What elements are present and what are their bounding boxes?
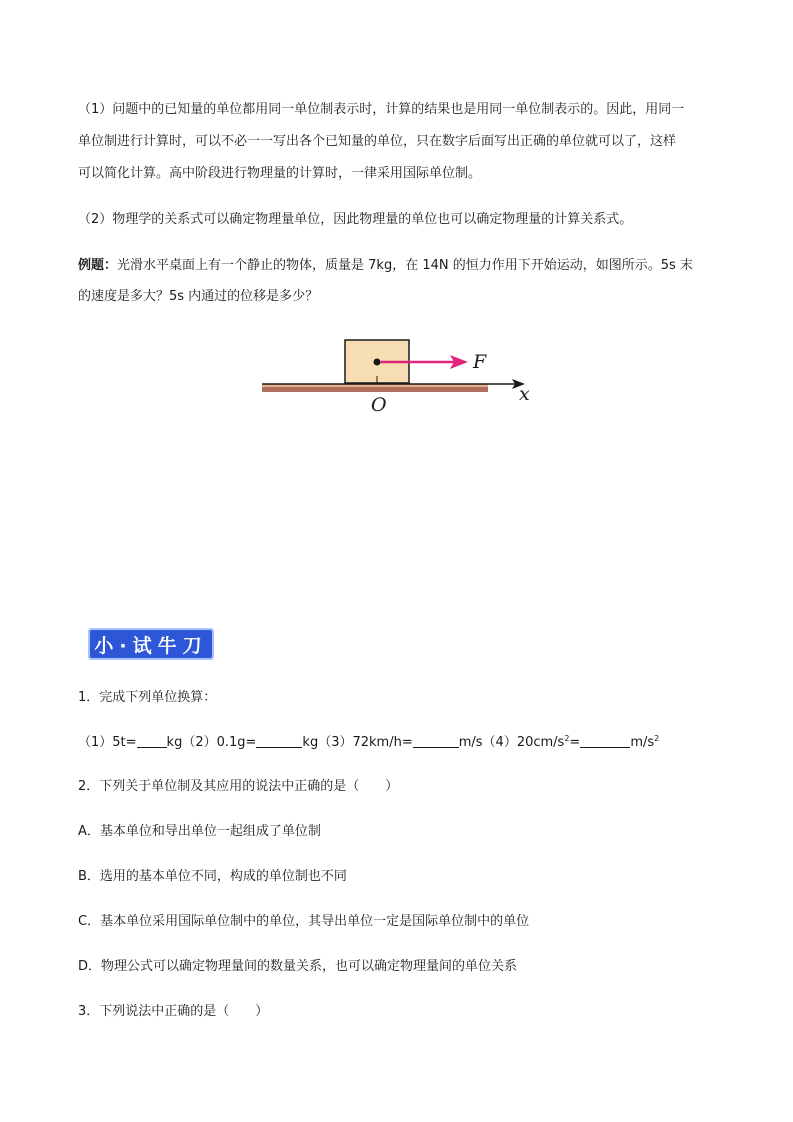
q1-u2: kg（3）72km/h= <box>302 735 413 750</box>
origin-label: O <box>371 394 387 416</box>
q2-option-d[interactable]: D．物理公式可以确定物理量间的数量关系，也可以确定物理量间的单位关系 <box>78 959 518 974</box>
q1-sq2: 2 <box>654 734 660 743</box>
q1-u1: kg（2）0.1g= <box>166 735 257 750</box>
example-label: 例题： <box>78 258 118 273</box>
q1-u4: m/s <box>630 735 655 750</box>
q1-conversions <box>78 735 659 751</box>
q1-stem: 1．完成下列单位换算： <box>78 690 217 705</box>
force-label: F <box>473 351 487 373</box>
center-dot <box>374 359 381 366</box>
example-line1 <box>78 258 693 274</box>
q2-stem: 2．下列关于单位制及其应用的说法中正确的是（ ） <box>78 779 399 794</box>
q2-option-b[interactable]: B．选用的基本单位不同，构成的单位制也不同 <box>78 869 347 884</box>
note1-line3: 可以简化计算。高中阶段进行物理量的计算时，一律采用国际单位制。 <box>78 166 482 181</box>
q1-blank1[interactable] <box>137 735 167 748</box>
section-badge: 小·试牛刀 <box>88 628 214 660</box>
q1-p1: （1）5t= <box>78 735 137 750</box>
q1-blank3[interactable] <box>413 735 459 748</box>
q1-blank4[interactable] <box>580 735 630 748</box>
q1-eq: = <box>569 735 581 750</box>
example-line2: 的速度是多大？5s 内通过的位移是多少？ <box>78 289 319 304</box>
example-text: 光滑水平桌面上有一个静止的物体，质量是 7kg，在 14N 的恒力作用下开始运动，如图所示。5s 末 <box>117 258 693 273</box>
q2-option-a[interactable]: A．基本单位和导出单位一起组成了单位制 <box>78 824 321 839</box>
table-surface-bottom <box>262 387 488 392</box>
q1-sq1: 2 <box>564 734 570 743</box>
note1-line1: （1）问题中的已知量的单位都用同一单位制表示时，计算的结果也是用同一单位制表示的。因此，用同一 <box>78 102 685 117</box>
axis-label: x <box>519 383 530 405</box>
q1-blank2[interactable] <box>256 735 302 748</box>
note1-line2: 单位制进行计算时，可以不必一一写出各个已知量的单位，只在数字后面写出正确的单位就可以了，这样 <box>78 134 677 149</box>
q3-stem: 3．下列说法中正确的是（ ） <box>78 1004 269 1019</box>
note2: （2）物理学的关系式可以确定物理量单位，因此物理量的单位也可以确定物理量的计算关系式。 <box>78 212 633 227</box>
force-diagram <box>262 334 542 419</box>
q2-option-c[interactable]: C．基本单位采用国际单位制中的单位，其导出单位一定是国际单位制中的单位 <box>78 914 530 929</box>
q1-u3: m/s（4）20cm/s <box>458 735 565 750</box>
